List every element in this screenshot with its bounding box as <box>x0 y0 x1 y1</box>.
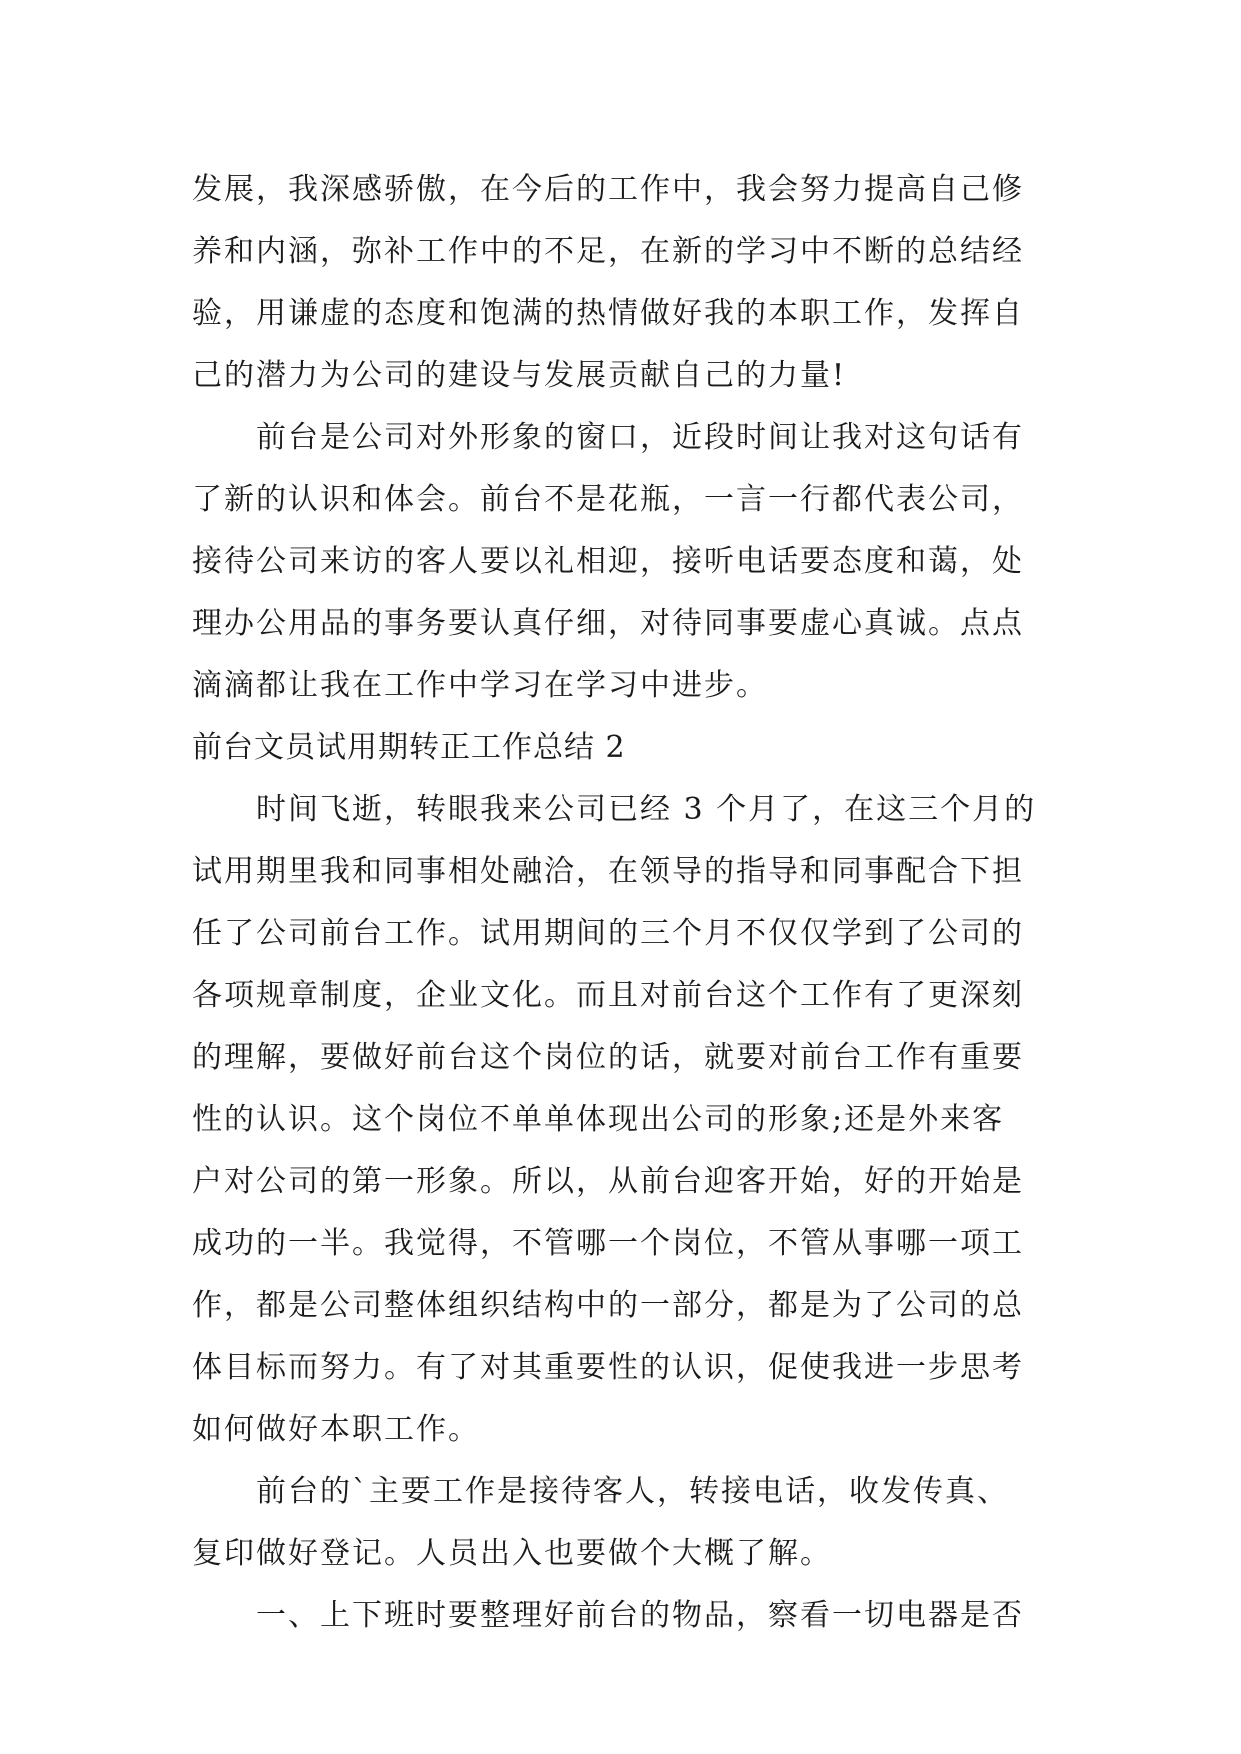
text-line: 一、上下班时要整理好前台的物品，察看一切电器是否 <box>256 1598 1024 1633</box>
text-line: 的理解，要做好前台这个岗位的话，就要对前台工作有重要 <box>192 1040 1024 1075</box>
paragraph-4 <box>192 1461 1058 1585</box>
paragraph-2 <box>192 407 1058 717</box>
paragraph-3 <box>192 779 1058 1461</box>
paragraph-1 <box>192 159 1058 407</box>
text-line: 接待公司来访的客人要以礼相迎，接听电话要态度和蔼，处 <box>192 544 1024 579</box>
text-line: 各项规章制度，企业文化。而且对前台这个工作有了更深刻 <box>192 978 1024 1013</box>
text-line: 时间飞逝，转眼我来公司已经 3 个月了，在这三个月的 <box>256 792 1037 827</box>
text-line: 理办公用品的事务要认真仔细，对待同事要虚心真诚。点点 <box>192 606 1024 641</box>
text-line: 前台的`主要工作是接待客人，转接电话，收发传真、 <box>256 1474 1009 1509</box>
text-line: 验，用谦虚的态度和饱满的热情做好我的本职工作，发挥自 <box>192 296 1024 331</box>
text-line: 试用期里我和同事相处融洽，在领导的指导和同事配合下担 <box>192 854 1024 889</box>
section-heading: 前台文员试用期转正工作总结 2 <box>192 730 626 765</box>
text-line: 作，都是公司整体组织结构中的一部分，都是为了公司的总 <box>192 1288 1024 1323</box>
text-line: 任了公司前台工作。试用期间的三个月不仅仅学到了公司的 <box>192 916 1024 951</box>
paragraph-5 <box>192 1585 1058 1647</box>
text-line: 性的认识。这个岗位不单单体现出公司的形象;还是外来客 <box>192 1102 1005 1137</box>
document-body <box>192 159 1058 1647</box>
text-line: 己的潜力为公司的建设与发展贡献自己的力量! <box>192 358 847 393</box>
text-line: 成功的一半。我觉得，不管哪一个岗位，不管从事哪一项工 <box>192 1226 1024 1261</box>
text-line: 前台是公司对外形象的窗口，近段时间让我对这句话有 <box>256 420 1024 455</box>
text-line: 养和内涵，弥补工作中的不足，在新的学习中不断的总结经 <box>192 234 1024 269</box>
text-line: 户对公司的第一形象。所以，从前台迎客开始，好的开始是 <box>192 1164 1024 1199</box>
text-line: 复印做好登记。人员出入也要做个大概了解。 <box>192 1536 832 1571</box>
text-line: 体目标而努力。有了对其重要性的认识，促使我进一步思考 <box>192 1350 1024 1385</box>
text-line: 发展，我深感骄傲，在今后的工作中，我会努力提高自己修 <box>192 172 1024 207</box>
text-line: 了新的认识和体会。前台不是花瓶，一言一行都代表公司， <box>192 482 1024 517</box>
text-line: 如何做好本职工作。 <box>192 1412 480 1447</box>
text-line: 滴滴都让我在工作中学习在学习中进步。 <box>192 668 768 703</box>
